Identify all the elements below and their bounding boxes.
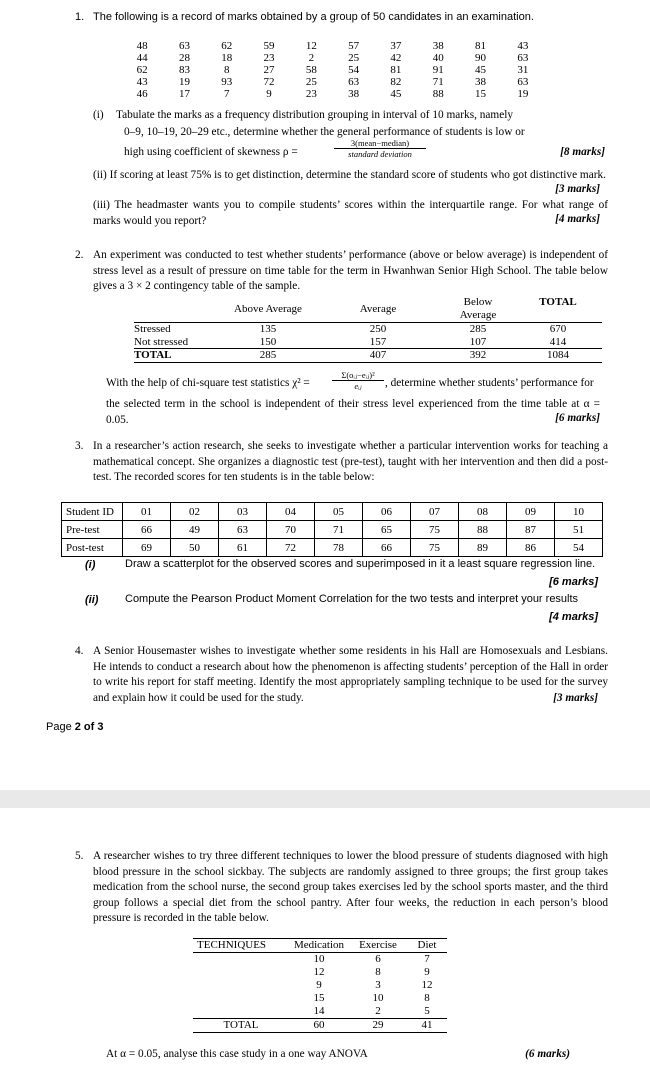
marks-row bbox=[121, 64, 544, 76]
row-label: Student ID bbox=[62, 503, 123, 521]
bp-cell: 14 bbox=[313, 1005, 325, 1017]
mark-cell: 58 bbox=[305, 64, 317, 76]
mark-cell: 63 bbox=[178, 40, 190, 52]
chi-fraction bbox=[332, 370, 384, 392]
score-cell: 69 bbox=[123, 539, 171, 557]
scores-row bbox=[62, 521, 603, 539]
mark-cell: 12 bbox=[305, 40, 317, 52]
score-cell: 72 bbox=[267, 539, 315, 557]
mark-cell: 15 bbox=[475, 88, 487, 100]
mark-cell: 63 bbox=[348, 76, 360, 88]
mark-cell: 40 bbox=[432, 52, 444, 64]
score-cell: 61 bbox=[219, 539, 267, 557]
scores-row bbox=[62, 539, 603, 557]
marks-row bbox=[121, 76, 544, 88]
bp-cell: 15 bbox=[313, 992, 325, 1004]
chi-denominator: eᵢⱼ bbox=[354, 381, 362, 391]
mark-cell: 17 bbox=[178, 88, 190, 100]
mark-cell: 54 bbox=[348, 64, 360, 76]
mark-cell: 25 bbox=[348, 52, 360, 64]
mark-cell: 43 bbox=[517, 40, 529, 52]
q3-i-text: Draw a scatterplot for the observed scores and superimposed in it a least square regression line. bbox=[125, 558, 596, 570]
mark-cell: 71 bbox=[432, 76, 444, 88]
scores-table bbox=[61, 502, 603, 557]
score-cell: 07 bbox=[411, 503, 459, 521]
marks-row bbox=[121, 52, 544, 64]
q3-i-marks: [6 marks] bbox=[549, 576, 598, 588]
q4-number: 4. bbox=[75, 645, 84, 657]
bp-cell: 8 bbox=[375, 966, 381, 978]
total-cell: 60 bbox=[313, 1019, 325, 1031]
bp-row bbox=[193, 979, 447, 992]
mark-cell: 81 bbox=[390, 64, 402, 76]
contingency-table bbox=[134, 296, 602, 363]
contingency-row bbox=[134, 323, 602, 336]
row-label: Stressed bbox=[134, 323, 171, 335]
score-cell: 01 bbox=[123, 503, 171, 521]
mark-cell: 59 bbox=[263, 40, 275, 52]
mark-cell: 48 bbox=[136, 40, 148, 52]
q2-marks: [6 marks] bbox=[555, 412, 600, 424]
col-below-average: Below Average bbox=[459, 296, 497, 321]
contingency-cell: 407 bbox=[369, 349, 387, 361]
bp-cell: 9 bbox=[424, 966, 430, 978]
score-cell: 75 bbox=[411, 521, 459, 539]
bp-cell: 10 bbox=[313, 953, 325, 965]
mark-cell: 38 bbox=[348, 88, 360, 100]
mark-cell: 2 bbox=[308, 52, 315, 64]
score-cell: 08 bbox=[459, 503, 507, 521]
contingency-cell: 392 bbox=[469, 349, 487, 361]
mark-cell: 90 bbox=[475, 52, 487, 64]
score-cell: 66 bbox=[123, 521, 171, 539]
total-cell: 41 bbox=[421, 1019, 433, 1031]
score-cell: 71 bbox=[315, 521, 363, 539]
page-footer: Page 2 of 3 bbox=[46, 721, 104, 733]
score-cell: 66 bbox=[363, 539, 411, 557]
score-cell: 49 bbox=[171, 521, 219, 539]
page-3 bbox=[0, 808, 650, 1081]
bp-cell: 6 bbox=[375, 953, 381, 965]
bp-total-row bbox=[193, 1019, 447, 1033]
col-diet: Diet bbox=[417, 939, 437, 951]
bp-row bbox=[193, 953, 447, 967]
score-cell: 88 bbox=[459, 521, 507, 539]
mark-cell: 37 bbox=[390, 40, 402, 52]
q1-ii-marks: [3 marks] bbox=[555, 183, 600, 195]
score-cell: 78 bbox=[315, 539, 363, 557]
contingency-cell: 414 bbox=[549, 335, 567, 348]
mark-cell: 23 bbox=[305, 88, 317, 100]
mark-cell: 18 bbox=[221, 52, 233, 64]
q1-marks-table bbox=[121, 40, 544, 100]
score-cell: 09 bbox=[507, 503, 555, 521]
col-average: Average bbox=[359, 302, 397, 315]
mark-cell: 42 bbox=[390, 52, 402, 64]
q2-number: 2. bbox=[75, 249, 84, 261]
score-cell: 63 bbox=[219, 521, 267, 539]
mark-cell: 38 bbox=[475, 76, 487, 88]
contingency-cell: 157 bbox=[369, 335, 387, 348]
col-exercise: Exercise bbox=[359, 939, 397, 951]
score-cell: 54 bbox=[555, 539, 603, 557]
contingency-cell: 107 bbox=[469, 335, 487, 348]
score-cell: 75 bbox=[411, 539, 459, 557]
col-total: TOTAL bbox=[539, 296, 577, 308]
contingency-cell: 285 bbox=[469, 323, 487, 335]
q3-ii-marks: [4 marks] bbox=[549, 611, 598, 623]
mark-cell: 82 bbox=[390, 76, 402, 88]
contingency-row bbox=[134, 336, 602, 349]
score-cell: 05 bbox=[315, 503, 363, 521]
mark-cell: 38 bbox=[432, 40, 444, 52]
q4-marks: [3 marks] bbox=[553, 692, 598, 704]
mark-cell: 83 bbox=[178, 64, 190, 76]
col-above-average: Above Average bbox=[234, 302, 302, 315]
total-label: TOTAL bbox=[223, 1019, 259, 1031]
score-cell: 03 bbox=[219, 503, 267, 521]
score-cell: 70 bbox=[267, 521, 315, 539]
score-cell: 10 bbox=[555, 503, 603, 521]
bp-reduction-table bbox=[193, 938, 447, 1033]
mark-cell: 7 bbox=[223, 88, 230, 100]
q1-i-marks: [8 marks] bbox=[560, 146, 605, 158]
q5-marks: (6 marks) bbox=[525, 1048, 570, 1060]
q1-iii-text: (iii) The headmaster wants you to compile students’ scores within the interquartile range. For what range of marks would you report? bbox=[93, 199, 608, 227]
mark-cell: 81 bbox=[475, 40, 487, 52]
contingency-row bbox=[134, 349, 602, 363]
q4-text: A Senior Housemaster wishes to investigate whether some residents in his Hall are Homosexuals and Lesbians. He intends to conduct a research about how the phenomenon is affecting students’ perception of the Hall in order to write his report for staff meeting. Identify the most appropriately sampling technique to be used for the survey and explain how it could be used for the study. bbox=[93, 645, 608, 704]
contingency-cell: 670 bbox=[549, 323, 567, 335]
mark-cell: 72 bbox=[263, 76, 275, 88]
mark-cell: 19 bbox=[517, 88, 529, 100]
contingency-cell: 285 bbox=[259, 349, 277, 361]
contingency-cell: 150 bbox=[259, 335, 277, 348]
page-number: 2 bbox=[74, 721, 81, 733]
q1-i-text1: Tabulate the marks as a frequency distribution grouping in interval of 10 marks, namely bbox=[116, 109, 514, 121]
col-techniques: TECHNIQUES bbox=[197, 939, 267, 951]
mark-cell: 9 bbox=[266, 88, 272, 100]
total-cell: 29 bbox=[372, 1019, 384, 1031]
score-cell: 65 bbox=[363, 521, 411, 539]
contingency-cell: 250 bbox=[369, 323, 387, 335]
q5-number: 5. bbox=[75, 850, 84, 862]
scores-row bbox=[62, 503, 603, 521]
q1-i-text3: high using coefficient of skewness ρ = bbox=[124, 146, 298, 158]
mark-cell: 8 bbox=[223, 64, 230, 76]
bp-cell: 12 bbox=[313, 966, 325, 978]
col-medication: Medication bbox=[293, 939, 345, 951]
skewness-denominator: standard deviation bbox=[348, 149, 412, 159]
bp-row bbox=[193, 1005, 447, 1019]
page-gap bbox=[0, 790, 650, 808]
mark-cell: 23 bbox=[263, 52, 275, 64]
score-cell: 02 bbox=[171, 503, 219, 521]
score-cell: 51 bbox=[555, 521, 603, 539]
mark-cell: 62 bbox=[221, 40, 233, 52]
row-label: Pre-test bbox=[62, 521, 123, 539]
contingency-cell: 135 bbox=[259, 323, 277, 335]
mark-cell: 31 bbox=[517, 64, 529, 76]
bp-cell: 2 bbox=[375, 1005, 381, 1017]
mark-cell: 27 bbox=[263, 64, 275, 76]
bp-cell: 7 bbox=[424, 953, 430, 965]
bp-cell: 8 bbox=[424, 992, 430, 1004]
mark-cell: 63 bbox=[517, 76, 529, 88]
score-cell: 50 bbox=[171, 539, 219, 557]
mark-cell: 19 bbox=[178, 76, 190, 88]
contingency-cell: 1084 bbox=[547, 349, 569, 361]
chi-numerator: Σ(oᵢⱼ−eᵢⱼ)² bbox=[332, 370, 384, 381]
mark-cell: 91 bbox=[432, 64, 444, 76]
bp-cell: 5 bbox=[424, 1005, 430, 1017]
chi-text1: With the help of chi-square test statistics χ² = bbox=[106, 377, 310, 389]
q3-i-label: (i) bbox=[85, 559, 96, 571]
mark-cell: 93 bbox=[221, 76, 233, 88]
bp-cell: 3 bbox=[375, 979, 381, 991]
q1-i-label: (i) bbox=[93, 109, 104, 121]
q3-ii-text: Compute the Pearson Product Moment Correlation for the two tests and interpret your results bbox=[125, 593, 579, 605]
q5-text: A researcher wishes to try three different techniques to lower the blood pressure of students diagnosed with high blood pressure in the school sickbay. The subjects are randomly assigned to three groups; the first group takes medication from the school nurse, the second group takes exercises led by the school sports master, and the third group follows a special diet from the school pantry. After four weeks, the reduction in each person’s blood pressure is recorded in the table below. bbox=[93, 850, 608, 924]
chi-text3: the selected term in the school is independent of their stress level experienced from the time table at α = 0.05. bbox=[106, 398, 600, 426]
mark-cell: 63 bbox=[517, 52, 529, 64]
q5-instruction: At α = 0.05, analyse this case study in a one way ANOVA bbox=[106, 1048, 368, 1060]
mark-cell: 88 bbox=[432, 88, 444, 100]
bp-row bbox=[193, 966, 447, 979]
mark-cell: 45 bbox=[475, 64, 487, 76]
row-label: Post-test bbox=[62, 539, 123, 557]
mark-cell: 43 bbox=[136, 76, 148, 88]
bp-cell: 10 bbox=[372, 992, 384, 1004]
score-cell: 04 bbox=[267, 503, 315, 521]
bp-cell: 12 bbox=[421, 979, 433, 991]
mark-cell: 62 bbox=[136, 64, 148, 76]
score-cell: 86 bbox=[507, 539, 555, 557]
q1-number: 1. bbox=[75, 11, 85, 23]
bp-cell: 9 bbox=[316, 979, 322, 991]
chi-text2: , determine whether students’ performance for bbox=[385, 377, 594, 389]
score-cell: 06 bbox=[363, 503, 411, 521]
q3-number: 3. bbox=[75, 440, 84, 452]
marks-row bbox=[121, 88, 544, 100]
score-cell: 89 bbox=[459, 539, 507, 557]
q1-intro: The following is a record of marks obtained by a group of 50 candidates in an examination. bbox=[93, 11, 534, 23]
q3-ii-label: (ii) bbox=[85, 594, 99, 606]
skewness-numerator: 3(mean−median) bbox=[334, 138, 426, 149]
mark-cell: 25 bbox=[305, 76, 317, 88]
mark-cell: 46 bbox=[136, 88, 148, 100]
row-label: Not stressed bbox=[134, 335, 189, 348]
q1-ii-text: (ii) If scoring at least 75% is to get distinction, determine the standard score of students who got distinctive mark. bbox=[93, 169, 606, 181]
bp-row bbox=[193, 992, 447, 1005]
mark-cell: 45 bbox=[390, 88, 402, 100]
mark-cell: 28 bbox=[178, 52, 190, 64]
skewness-fraction bbox=[334, 138, 426, 160]
marks-row bbox=[121, 40, 544, 52]
mark-cell: 57 bbox=[348, 40, 360, 52]
q1-i-text2: 0–9, 10–19, 20–29 etc., determine whether the general performance of students is low or bbox=[124, 126, 525, 138]
q1-iii-marks: [4 marks] bbox=[555, 213, 600, 225]
q2-text: An experiment was conducted to test whether students’ performance (above or below average) is independent of stress level as a result of pressure on time table for the term in Hwanhwan Senior High School. The table below gives a 3 × 2 contingency table of the sample. bbox=[93, 249, 608, 292]
mark-cell: 44 bbox=[136, 52, 148, 64]
row-label: TOTAL bbox=[134, 349, 172, 361]
q3-text: In a researcher’s action research, she seeks to investigate whether a particular intervention works for teaching a mathematical concept. She organizes a diagnostic test (pre-test), taught with her intervention and then did a post-test. The recorded scores for ten students is in the table below: bbox=[93, 440, 608, 483]
score-cell: 87 bbox=[507, 521, 555, 539]
